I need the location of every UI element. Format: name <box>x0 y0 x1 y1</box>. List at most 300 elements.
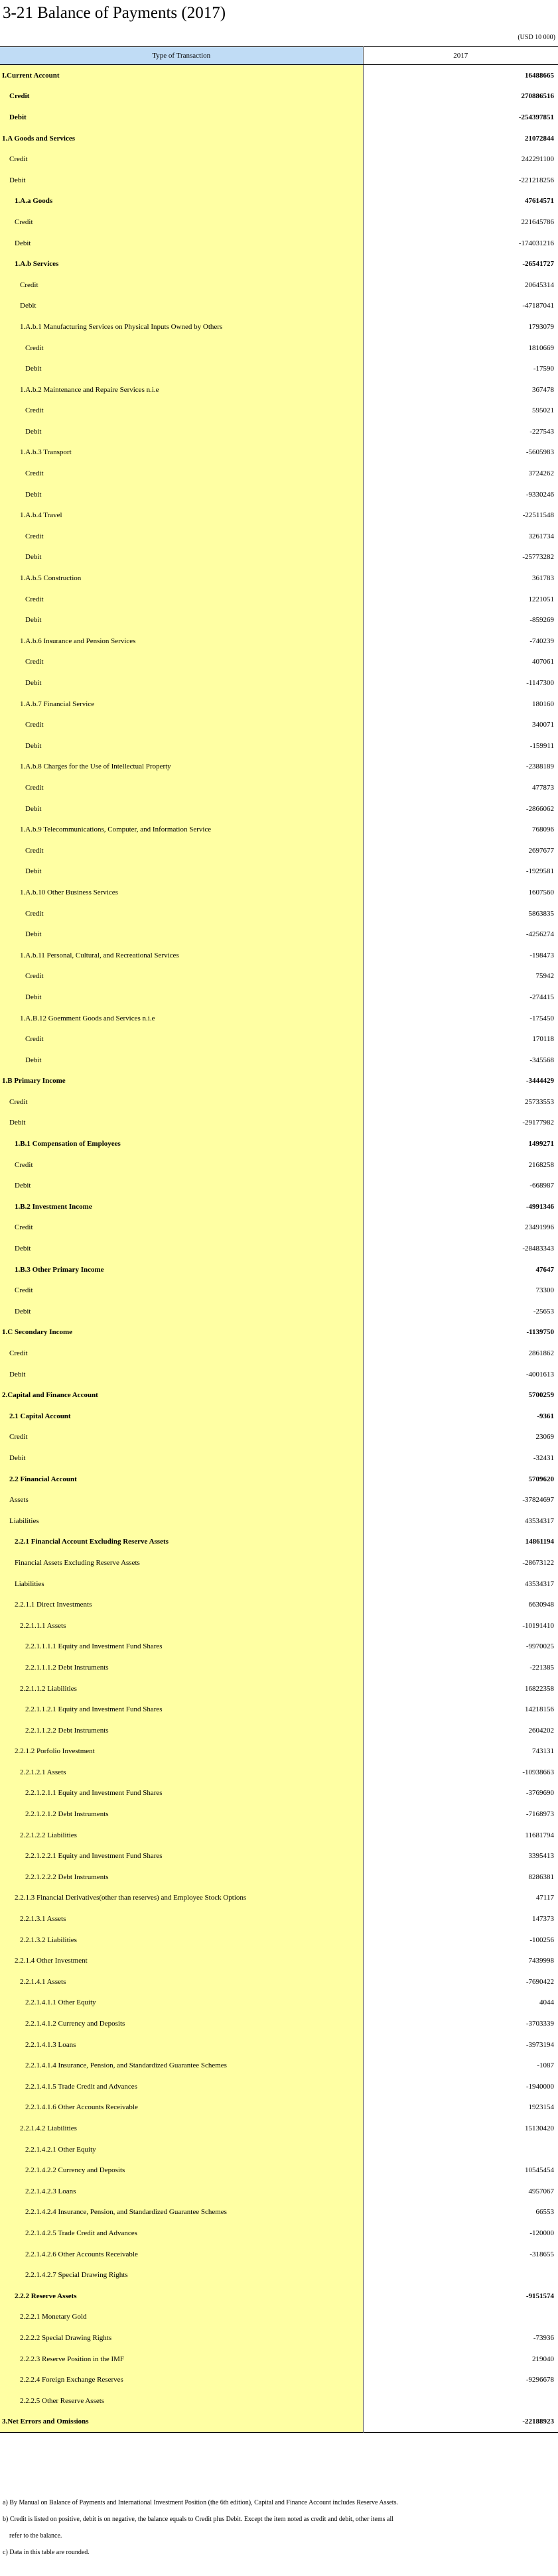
transaction-type-cell: Debit <box>0 1364 363 1385</box>
transaction-type-cell: 1.A Goods and Services <box>0 128 363 149</box>
value-cell: -22511548 <box>363 505 558 526</box>
value-cell: -4256274 <box>363 924 558 945</box>
transaction-type-cell: 2.2.1.4.1 Assets <box>0 1971 363 1993</box>
value-cell: -668987 <box>363 1175 558 1196</box>
table-row <box>0 2412 558 2433</box>
table-row <box>0 2181 558 2202</box>
transaction-type-cell: 2.2.1.4.2.5 Trade Credit and Advances <box>0 2223 363 2244</box>
table-row <box>0 1028 558 1050</box>
table-row <box>0 924 558 945</box>
table-row <box>0 65 558 86</box>
transaction-type-cell: 2.1 Capital Account <box>0 1406 363 1427</box>
table-row <box>0 840 558 861</box>
table-row <box>0 2390 558 2412</box>
value-cell: 10545454 <box>363 2160 558 2181</box>
table-row <box>0 1678 558 1699</box>
value-cell: -3769690 <box>363 1783 558 1804</box>
value-cell: 270886516 <box>363 86 558 107</box>
value-cell: 5700259 <box>363 1384 558 1406</box>
table-row <box>0 2349 558 2370</box>
value-cell: -175450 <box>363 1008 558 1029</box>
value-cell <box>363 2307 558 2328</box>
transaction-type-cell: 2.2.1.4.2.4 Insurance, Pension, and Standardized Guarantee Schemes <box>0 2202 363 2223</box>
transaction-type-cell: 1.B.1 Compensation of Employees <box>0 1133 363 1154</box>
table-row <box>0 966 558 987</box>
value-cell: 340071 <box>363 714 558 735</box>
transaction-type-cell: 1.C Secondary Income <box>0 1322 363 1343</box>
value-cell: -345568 <box>363 1050 558 1071</box>
value-cell: -221218256 <box>363 170 558 191</box>
value-cell: 595021 <box>363 400 558 422</box>
value-cell: -1147300 <box>363 672 558 694</box>
value-cell: 23491996 <box>363 1217 558 1239</box>
transaction-type-cell: Credit <box>0 400 363 422</box>
table-row <box>0 1552 558 1573</box>
table-row <box>0 987 558 1008</box>
transaction-type-cell: 2.2.1.4.1.4 Insurance, Pension, and Standardized Guarantee Schemes <box>0 2055 363 2076</box>
transaction-type-cell: Debit <box>0 1050 363 1071</box>
transaction-type-cell: Credit <box>0 1280 363 1301</box>
value-cell: 25733553 <box>363 1091 558 1113</box>
transaction-type-cell: 1.A.b.7 Financial Service <box>0 694 363 715</box>
value-cell: -254397851 <box>363 107 558 128</box>
transaction-type-cell: 2.2.1.2.2.2 Debt Instruments <box>0 1867 363 1888</box>
table-row <box>0 714 558 735</box>
value-cell: -47187041 <box>363 296 558 317</box>
transaction-type-cell: Debit <box>0 861 363 883</box>
transaction-type-cell: Credit <box>0 212 363 233</box>
transaction-type-cell: 1.A.b.11 Personal, Cultural, and Recreational Services <box>0 945 363 966</box>
transaction-type-cell: Debit <box>0 233 363 254</box>
table-row <box>0 631 558 652</box>
transaction-type-cell: Credit <box>0 1217 363 1239</box>
transaction-type-cell: 2.2 Financial Account <box>0 1469 363 1490</box>
value-cell: 147373 <box>363 1908 558 1930</box>
value-cell: -1087 <box>363 2055 558 2076</box>
unit-note: (USD 10 000) <box>518 34 555 41</box>
value-cell: -227543 <box>363 421 558 442</box>
table-row <box>0 1154 558 1176</box>
value-cell: 75942 <box>363 966 558 987</box>
table-row <box>0 233 558 254</box>
table-row <box>0 547 558 568</box>
table-row <box>0 1113 558 1134</box>
transaction-type-cell: 1.A.b.8 Charges for the Use of Intellectual Property <box>0 757 363 778</box>
value-cell: 47117 <box>363 1888 558 1909</box>
value-cell: 407061 <box>363 652 558 673</box>
value-cell: 4044 <box>363 1993 558 2014</box>
footnote-b-continued: refer to the balance. <box>9 2532 62 2540</box>
transaction-type-cell: Credit <box>0 86 363 107</box>
transaction-type-cell: Credit <box>0 275 363 296</box>
page-title: 3-21 Balance of Payments (2017) <box>3 4 226 22</box>
transaction-type-cell: Credit <box>0 589 363 610</box>
value-cell: 5709620 <box>363 1469 558 1490</box>
value-cell: 14861194 <box>363 1532 558 1553</box>
table-row <box>0 652 558 673</box>
table-row <box>0 1406 558 1427</box>
value-cell: -37824697 <box>363 1489 558 1510</box>
value-cell: -26541727 <box>363 253 558 275</box>
transaction-type-cell: Credit <box>0 337 363 359</box>
transaction-type-cell: Assets <box>0 1489 363 1510</box>
transaction-type-cell: 2.2.1.1.2 Liabilities <box>0 1678 363 1699</box>
value-cell: 477873 <box>363 777 558 798</box>
table-row <box>0 1259 558 1280</box>
value-cell: 66553 <box>363 2202 558 2223</box>
transaction-type-cell: 2.2.2.3 Reserve Position in the IMF <box>0 2349 363 2370</box>
value-cell: -9330246 <box>363 484 558 505</box>
balance-of-payments-table <box>0 46 558 2433</box>
table-row <box>0 275 558 296</box>
table-row <box>0 253 558 275</box>
transaction-type-cell: 2.2.1.2 Porfolio Investment <box>0 1741 363 1762</box>
transaction-type-cell: 2.2.1.2.2.1 Equity and Investment Fund Shares <box>0 1845 363 1867</box>
value-cell: 23069 <box>363 1427 558 1448</box>
table-row <box>0 1384 558 1406</box>
value-cell: 2604202 <box>363 1720 558 1741</box>
table-row <box>0 1364 558 1385</box>
table-row <box>0 1532 558 1553</box>
transaction-type-cell: 2.2.2.2 Special Drawing Rights <box>0 2327 363 2349</box>
table-row <box>0 861 558 883</box>
value-cell: 1221051 <box>363 589 558 610</box>
table-row <box>0 1720 558 1741</box>
value-cell: -10938663 <box>363 1762 558 1783</box>
table-row <box>0 1573 558 1595</box>
transaction-type-cell: 2.2.1.3.1 Assets <box>0 1908 363 1930</box>
transaction-type-cell: 2.2.1.4.1.5 Trade Credit and Advances <box>0 2076 363 2097</box>
table-row <box>0 170 558 191</box>
transaction-type-cell: Debit <box>0 1175 363 1196</box>
transaction-type-cell: Debit <box>0 1238 363 1259</box>
value-cell: -1929581 <box>363 861 558 883</box>
transaction-type-cell: 2.2.1.4.2.1 Other Equity <box>0 2139 363 2160</box>
transaction-type-cell: Debit <box>0 798 363 820</box>
value-cell: 43534317 <box>363 1573 558 1595</box>
transaction-type-cell: Credit <box>0 966 363 987</box>
value-cell: -28673122 <box>363 1552 558 1573</box>
transaction-type-cell: 2.2.1.4.2.2 Currency and Deposits <box>0 2160 363 2181</box>
table-row <box>0 505 558 526</box>
footnote-b: b) Credit is listed on positive, debit is on negative, the balance equals to Credit plus Debit. Except the item noted as credit and debit, other items all <box>3 2516 394 2523</box>
table-row <box>0 2327 558 2349</box>
table-row <box>0 1175 558 1196</box>
transaction-type-cell: Credit <box>0 1427 363 1448</box>
transaction-type-cell: Debit <box>0 484 363 505</box>
table-row <box>0 1950 558 1971</box>
transaction-type-cell: 2.2.1.1.1.2 Debt Instruments <box>0 1657 363 1678</box>
table-row <box>0 442 558 463</box>
value-cell: 20645314 <box>363 275 558 296</box>
table-row <box>0 1657 558 1678</box>
value-cell: 1793079 <box>363 316 558 337</box>
value-cell: 2697677 <box>363 840 558 861</box>
table-row <box>0 1825 558 1846</box>
table-row <box>0 421 558 442</box>
value-cell: -2388189 <box>363 757 558 778</box>
transaction-type-cell: 2.2.1.2.2 Liabilities <box>0 1825 363 1846</box>
transaction-type-cell: 1.A.b.6 Insurance and Pension Services <box>0 631 363 652</box>
transaction-type-cell: Credit <box>0 1343 363 1364</box>
table-row <box>0 2286 558 2307</box>
transaction-type-cell: 1.A.b.3 Transport <box>0 442 363 463</box>
value-cell: -174031216 <box>363 233 558 254</box>
table-row <box>0 1217 558 1239</box>
transaction-type-cell: 2.2.1.1.1 Assets <box>0 1615 363 1636</box>
transaction-type-cell: Credit <box>0 714 363 735</box>
value-cell: -28483343 <box>363 1238 558 1259</box>
table-row <box>0 1741 558 1762</box>
table-row <box>0 1343 558 1364</box>
table-row <box>0 1447 558 1469</box>
footnotes <box>0 2494 558 2561</box>
value-cell: -73936 <box>363 2327 558 2349</box>
value-cell: 73300 <box>363 1280 558 1301</box>
balance-of-payments-table-container <box>0 46 558 2433</box>
value-cell: 170118 <box>363 1028 558 1050</box>
table-row <box>0 1469 558 1490</box>
table-row <box>0 463 558 484</box>
value-cell: -7168973 <box>363 1804 558 1825</box>
value-cell: 367478 <box>363 379 558 400</box>
transaction-type-cell: Debit <box>0 296 363 317</box>
value-cell: -4991346 <box>363 1196 558 1217</box>
transaction-type-cell: 2.2.1 Financial Account Excluding Reserve Assets <box>0 1532 363 1553</box>
table-row <box>0 1091 558 1113</box>
value-cell: -9361 <box>363 1406 558 1427</box>
value-cell <box>363 2139 558 2160</box>
table-row <box>0 1594 558 1615</box>
table-row <box>0 1322 558 1343</box>
table-row <box>0 882 558 903</box>
transaction-type-cell: 1.A.B.12 Goemment Goods and Services n.i.e <box>0 1008 363 1029</box>
transaction-type-cell: Credit <box>0 1028 363 1050</box>
value-cell: 3724262 <box>363 463 558 484</box>
table-row <box>0 2244 558 2265</box>
table-header-row <box>0 47 558 65</box>
value-cell: -29177982 <box>363 1113 558 1134</box>
transaction-type-cell: 2.2.1.4.1.6 Other Accounts Receivable <box>0 2097 363 2118</box>
table-row <box>0 1427 558 1448</box>
table-row <box>0 1908 558 1930</box>
table-row <box>0 1845 558 1867</box>
transaction-type-cell: Credit <box>0 1091 363 1113</box>
table-row <box>0 1510 558 1532</box>
transaction-type-cell: 2.2.1.4.2.3 Loans <box>0 2181 363 2202</box>
table-row <box>0 2202 558 2223</box>
value-cell: 2168258 <box>363 1154 558 1176</box>
transaction-type-cell: 2.2.1.1 Direct Investments <box>0 1594 363 1615</box>
transaction-type-cell: 1.A.b.9 Telecommunications, Computer, and Information Service <box>0 819 363 840</box>
table-row <box>0 1008 558 1029</box>
table-row <box>0 2097 558 2118</box>
value-cell: -1940000 <box>363 2076 558 2097</box>
value-cell: -198473 <box>363 945 558 966</box>
table-row <box>0 2076 558 2097</box>
value-cell: 11681794 <box>363 1825 558 1846</box>
transaction-type-cell: 2.2.1.3.2 Liabilities <box>0 1930 363 1951</box>
table-row <box>0 1804 558 1825</box>
value-cell: 4957067 <box>363 2181 558 2202</box>
table-row <box>0 757 558 778</box>
value-cell: 1923154 <box>363 2097 558 2118</box>
transaction-type-cell: Debit <box>0 1301 363 1322</box>
transaction-type-cell: Debit <box>0 107 363 128</box>
value-cell: 43534317 <box>363 1510 558 1532</box>
value-cell: 180160 <box>363 694 558 715</box>
transaction-type-cell: 2.2.1.4 Other Investment <box>0 1950 363 1971</box>
table-row <box>0 568 558 589</box>
table-row <box>0 2369 558 2390</box>
table-row <box>0 2055 558 2076</box>
transaction-type-cell: 1.A.b.10 Other Business Services <box>0 882 363 903</box>
transaction-type-cell: 1.A.b.2 Maintenance and Repaire Services n.i.e <box>0 379 363 400</box>
transaction-type-cell: 2.2.1.4.2.6 Other Accounts Receivable <box>0 2244 363 2265</box>
value-cell: 1810669 <box>363 337 558 359</box>
value-cell: -100256 <box>363 1930 558 1951</box>
value-cell: 16488665 <box>363 65 558 86</box>
value-cell: 3261734 <box>363 526 558 547</box>
value-cell: 1499271 <box>363 1133 558 1154</box>
value-cell: -22188923 <box>363 2412 558 2433</box>
table-row <box>0 1930 558 1951</box>
table-row <box>0 107 558 128</box>
table-row <box>0 1888 558 1909</box>
table-row <box>0 798 558 820</box>
transaction-type-cell: 1.A.b.4 Travel <box>0 505 363 526</box>
value-cell: 21072844 <box>363 128 558 149</box>
value-cell: -2866062 <box>363 798 558 820</box>
value-cell: -32431 <box>363 1447 558 1469</box>
table-row <box>0 1196 558 1217</box>
transaction-type-cell: Debit <box>0 924 363 945</box>
transaction-type-cell: Debit <box>0 1447 363 1469</box>
column-header-transaction-type: Type of Transaction <box>0 47 363 65</box>
table-row <box>0 819 558 840</box>
value-cell <box>363 2264 558 2286</box>
table-row <box>0 735 558 757</box>
value-cell: 242291100 <box>363 149 558 170</box>
table-row <box>0 526 558 547</box>
value-cell: -7690422 <box>363 1971 558 1993</box>
table-row <box>0 1301 558 1322</box>
table-row <box>0 1699 558 1720</box>
table-row <box>0 296 558 317</box>
column-header-year: 2017 <box>363 47 558 65</box>
value-cell: 16822358 <box>363 1678 558 1699</box>
table-row <box>0 672 558 694</box>
table-row <box>0 400 558 422</box>
transaction-type-cell: 1.A.b Services <box>0 253 363 275</box>
table-row <box>0 379 558 400</box>
transaction-type-cell: Credit <box>0 1154 363 1176</box>
transaction-type-cell: 2.2.1.2.1 Assets <box>0 1762 363 1783</box>
transaction-type-cell: 1.A.b.5 Construction <box>0 568 363 589</box>
table-row <box>0 1133 558 1154</box>
value-cell: -9151574 <box>363 2286 558 2307</box>
value-cell: 15130420 <box>363 2118 558 2139</box>
table-row <box>0 1971 558 1993</box>
transaction-type-cell: Credit <box>0 777 363 798</box>
transaction-type-cell: Financial Assets Excluding Reserve Assets <box>0 1552 363 1573</box>
transaction-type-cell: 2.2.1.4.2.7 Special Drawing Rights <box>0 2264 363 2286</box>
table-row <box>0 337 558 359</box>
transaction-type-cell: 2.2.1.4.2 Liabilities <box>0 2118 363 2139</box>
transaction-type-cell: 1.A.b.1 Manufacturing Services on Physical Inputs Owned by Others <box>0 316 363 337</box>
transaction-type-cell: Debit <box>0 358 363 379</box>
transaction-type-cell: Credit <box>0 840 363 861</box>
transaction-type-cell: 2.2.2.5 Other Reserve Assets <box>0 2390 363 2412</box>
transaction-type-cell: 2.2.1.1.2.2 Debt Instruments <box>0 1720 363 1741</box>
transaction-type-cell: 2.2.2 Reserve Assets <box>0 2286 363 2307</box>
value-cell: -221385 <box>363 1657 558 1678</box>
table-row <box>0 1762 558 1783</box>
transaction-type-cell: Liabilities <box>0 1573 363 1595</box>
transaction-type-cell: 2.2.1.1.2.1 Equity and Investment Fund Shares <box>0 1699 363 1720</box>
value-cell: 5863835 <box>363 903 558 924</box>
table-row <box>0 1867 558 1888</box>
transaction-type-cell: Credit <box>0 903 363 924</box>
table-row <box>0 903 558 924</box>
table-row <box>0 86 558 107</box>
value-cell: -120000 <box>363 2223 558 2244</box>
value-cell: 361783 <box>363 568 558 589</box>
value-cell: -859269 <box>363 609 558 631</box>
transaction-type-cell: 2.2.2.1 Monetary Gold <box>0 2307 363 2328</box>
table-row <box>0 2118 558 2139</box>
table-row <box>0 589 558 610</box>
value-cell: 768096 <box>363 819 558 840</box>
footnote-c: c) Data in this table are rounded. <box>3 2549 90 2556</box>
transaction-type-cell: Debit <box>0 1113 363 1134</box>
transaction-type-cell: Credit <box>0 149 363 170</box>
transaction-type-cell: 1.B Primary Income <box>0 1071 363 1092</box>
value-cell: 221645786 <box>363 212 558 233</box>
transaction-type-cell: 1.B.2 Investment Income <box>0 1196 363 1217</box>
table-row <box>0 191 558 212</box>
value-cell: -4001613 <box>363 1364 558 1385</box>
transaction-type-cell: 2.2.2.4 Foreign Exchange Reserves <box>0 2369 363 2390</box>
transaction-type-cell: Debit <box>0 547 363 568</box>
value-cell: -274415 <box>363 987 558 1008</box>
footnote-a: a) By Manual on Balance of Payments and International Investment Position (the 6th edition), Capital and Finance Account includes Reserve Assets. <box>3 2499 398 2506</box>
table-row <box>0 1050 558 1071</box>
transaction-type-cell: 2.2.1.2.1.1 Equity and Investment Fund Shares <box>0 1783 363 1804</box>
value-cell <box>363 2390 558 2412</box>
transaction-type-cell: I.Current Account <box>0 65 363 86</box>
value-cell: 743131 <box>363 1741 558 1762</box>
value-cell: -9296678 <box>363 2369 558 2390</box>
table-row <box>0 1615 558 1636</box>
table-row <box>0 316 558 337</box>
transaction-type-cell: 2.2.1.2.1.2 Debt Instruments <box>0 1804 363 1825</box>
table-row <box>0 212 558 233</box>
value-cell: -9970025 <box>363 1636 558 1658</box>
value-cell: 47614571 <box>363 191 558 212</box>
value-cell: -25773282 <box>363 547 558 568</box>
table-row <box>0 2160 558 2181</box>
transaction-type-cell: Debit <box>0 735 363 757</box>
value-cell: 8286381 <box>363 1867 558 1888</box>
value-cell: 47647 <box>363 1259 558 1280</box>
transaction-type-cell: 2.2.1.4.1.1 Other Equity <box>0 1993 363 2014</box>
table-row <box>0 128 558 149</box>
table-header <box>0 47 558 65</box>
table-row <box>0 2013 558 2034</box>
table-row <box>0 1783 558 1804</box>
transaction-type-cell: 1.A.a Goods <box>0 191 363 212</box>
